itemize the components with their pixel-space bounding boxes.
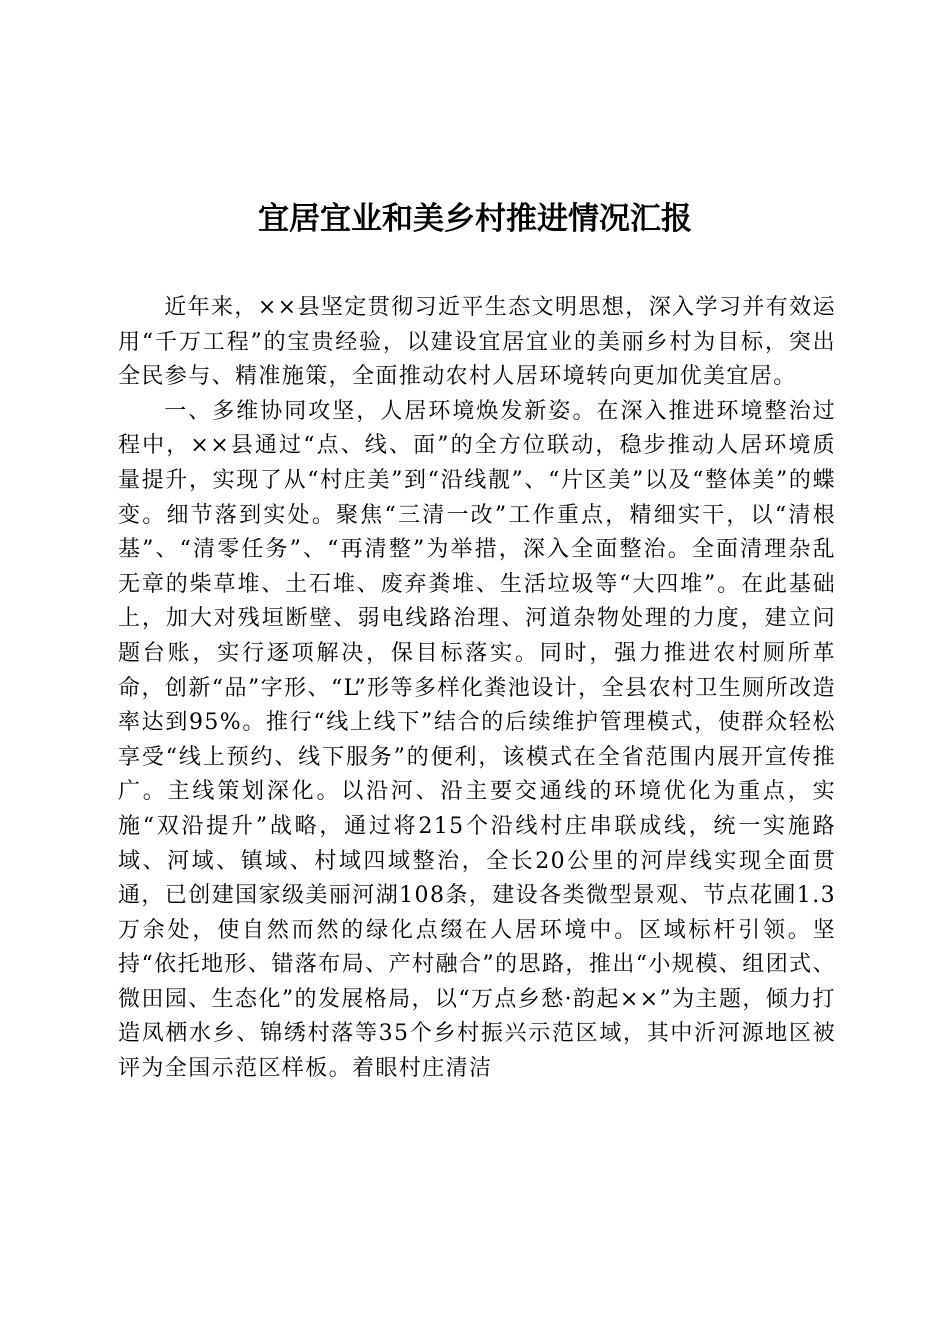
document-title: 宜居宜业和美乡村推进情况汇报	[258, 201, 692, 237]
paragraph-intro: 近年来，××县坚定贯彻习近平生态文明思想，深入学习并有效运用“千万工程”的宝贵经验，以建设宜居宜业的美丽乡村为目标，突出全民参与、精准施策，全面推动农村人居环境转向更加优美宜居。	[118, 295, 836, 390]
document-body	[118, 291, 836, 1087]
paragraph-section-one: 一、多维协同攻坚，人居环境焕发新姿。在深入推进环境整治过程中，××县通过“点、线、面”的全方位联动，稳步推动人居环境质量提升，实现了从“村庄美”到“沿线靓”、“片区美”以及“整体美”的蝶变。细节落到实处。聚焦“三清一改”工作重点，精细实干，以“清根基”、“清零任务”、“再清整”为举措，深入全面整治。全面清理杂乱无章的柴草堆、土石堆、废弃粪堆、生活垃圾等“大四堆”。在此基础上，加大对残垣断壁、弱电线路治理、河道杂物处理的力度，建立问题台账，实行逐项解决，保目标落实。同时，强力推进农村厕所革命，创新“品”字形、“L”形等多样化粪池设计，全县农村卫生厕所改造率达到95%。推行“线上线下”结合的后续维护管理模式，使群众轻松享受“线上预约、线下服务”的便利，该模式在全省范围内展开宣传推广。主线策划深化。以沿河、沿主要交通线的环境优化为重点，实施“双沿提升”战略，通过将215个沿线村庄串联成线，统一实施路域、河域、镇域、村域四域整治，全长20公里的河岸线实现全面贯通，已创建国家级美丽河湖108条，建设各类微型景观、节点花圃1.3万余处，使自然而然的绿化点缀在人居环境中。区域标杆引领。坚持“依托地形、错落布局、产村融合”的思路，推出“小规模、组团式、微田园、生态化”的发展格局，以“万点乡愁·韵起××”为主题，倾力打造凤栖水乡、锦绣村落等35个乡村振兴示范区域，其中沂河源地区被评为全国示范区样板。着眼村庄清洁	[118, 398, 836, 1082]
